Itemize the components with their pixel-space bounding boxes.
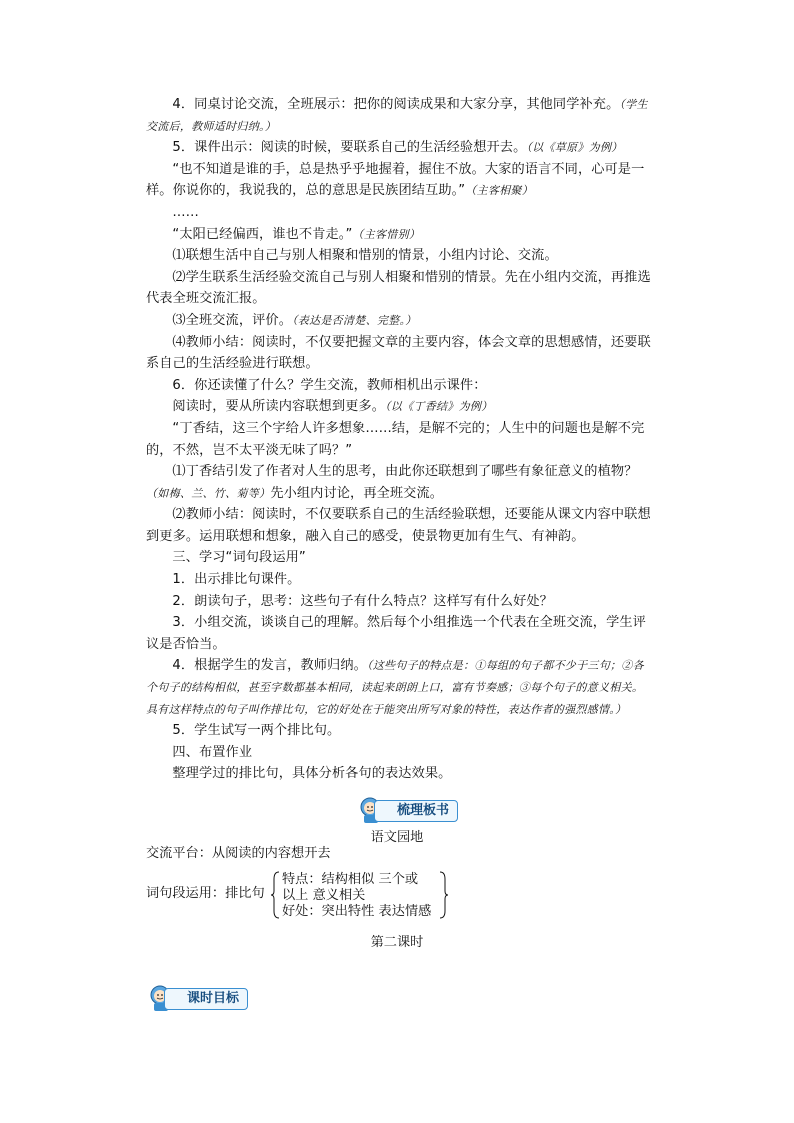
paragraph-note: （这些句子的特点是：①每组的句子都不少于三句；②各个句子的结构相似，甚至字数都基本相同，读起来朗朗上口，富有节奏感；③每个句子的意义相关。具有这样特点的句子叫作排比句，它的好处在于能突出所写对象的特性，表达作者的强烈感情。）: [146, 659, 644, 716]
paragraph-text: 5．学生试写一两个排比句。: [172, 723, 341, 739]
target-badge: [146, 983, 258, 1013]
paragraph: [146, 742, 654, 764]
paragraph: [146, 159, 654, 202]
paragraph: [146, 547, 654, 569]
paragraph-note: （表达是否清楚、完整。）: [291, 313, 417, 327]
paragraph-note: （学生交流后，教师适时归纳。）: [146, 98, 648, 133]
paragraph-note: （以《丁香结》为例）: [385, 400, 493, 414]
paragraph-text: 四、布置作业: [172, 744, 253, 760]
paragraph: [146, 720, 654, 742]
paragraph: [146, 310, 654, 332]
schema-row-1: 特点：结构相似 三个或: [282, 872, 419, 887]
paragraph-text: ⑷教师小结：阅读时，不仅要把握文章的主要内容，体会文章的思想感情，还要联系自己的生活经验进行联想。: [146, 334, 651, 372]
paragraph-text: ……: [172, 204, 199, 220]
paragraph: [146, 245, 654, 267]
paragraph: [146, 591, 654, 613]
paragraph-text: ⑵学生联系生活经验交流自己与别人相聚和惜别的情景。先在小组内交流，再推选代表全班交流汇报。: [146, 269, 651, 307]
paragraph-text: “太阳已经偏西，谁也不肯走。”: [172, 226, 353, 242]
paragraph-text: 3．小组交流，谈谈自己的理解。然后每个小组推选一个代表在全班交流，学生评议是否恰当。: [146, 615, 646, 652]
paragraph-text: ⑶全班交流，评价。: [172, 312, 292, 328]
paragraph-note: （主客相聚）: [465, 184, 534, 198]
paragraph: [146, 396, 654, 418]
paragraph-note: （主客惜别）: [352, 227, 421, 241]
paragraph-text: 4．根据学生的发言，教师归纳。: [172, 658, 367, 674]
paragraph: [146, 569, 654, 591]
paragraph-text: ⑴联想生活中自己与别人相聚和惜别的情景，小组内讨论、交流。: [172, 248, 558, 264]
paragraph-note: （以《草原》为例）: [526, 141, 623, 155]
paragraph: [146, 267, 654, 310]
paragraph-tail: 先小组内讨论，再全班交流。: [270, 485, 444, 501]
schema-items: [282, 872, 431, 920]
paragraph: [146, 332, 654, 375]
paragraph-text: 5．课件出示：阅读的时候，要联系自己的生活经验想开去。: [172, 140, 527, 156]
paragraph-text: 整理学过的排比句，具体分析各句的表达效果。: [172, 766, 452, 782]
paragraph-text: “也不知道是谁的手，总是热乎乎地握着，握住不放。大家的语言不同，心可是一样。你说你的，我说我的，总的意思是民族团结互助。”: [146, 161, 645, 199]
target-badge-label: 课时目标: [164, 988, 248, 1010]
board-title: 语文园地: [370, 830, 424, 845]
paragraph-text: ⑴丁香结引发了作者对人生的思考，由此你还联想到了哪些有象征意义的植物？: [172, 464, 638, 480]
schema-row-2: 以上 意义相关: [282, 888, 366, 903]
paragraph: [146, 461, 654, 504]
paragraph-text: 4．同桌讨论交流，全班展示：把你的阅读成果和大家分享，其他同学补充。: [172, 97, 620, 112]
board-badge: [356, 795, 466, 825]
lesson-body: [146, 94, 654, 785]
schema-prefix: 词句段运用：排比句: [146, 886, 265, 901]
paragraph-text: 阅读时，要从所读内容联想到更多。: [172, 399, 385, 415]
right-brace: [438, 871, 448, 919]
paragraph: [146, 375, 654, 397]
paragraph: [146, 224, 654, 246]
paragraph: [146, 763, 654, 785]
paragraph-text: ⑵教师小结：阅读时，不仅要联系自己的生活经验联想，还要能从课文内容中联想到更多。运用联想和想象，融入自己的感受，使景物更加有生气、有神韵。: [146, 507, 651, 544]
paragraph: [146, 202, 654, 224]
board-badge-label: 梳理板书: [374, 800, 458, 822]
paragraph-text: 三、学习“词句段运用”: [172, 550, 306, 566]
paragraph: [146, 137, 654, 159]
paragraph-note: （如梅、兰、竹、菊等）: [146, 486, 271, 500]
left-brace: [271, 871, 281, 919]
paragraph: [146, 612, 654, 655]
paragraph-text: 1．出示排比句课件。: [172, 572, 301, 588]
paragraph: [146, 655, 654, 720]
paragraph-text: 2．朗读句子，思考：这些句子有什么特点？这样写有什么好处？: [172, 593, 553, 609]
schema-row-3: 好处：突出特性 表达情感: [282, 904, 432, 919]
paragraph-text: 6．你还读懂了什么？学生交流，教师相机出示课件：: [172, 377, 487, 393]
board-line-1: 交流平台：从阅读的内容想开去: [146, 846, 331, 861]
paragraph-text: “丁香结，这三个字给人许多想象……结，是解不完的；人生中的问题也是解不完的，不然，岂不太平淡无味了吗？”: [146, 420, 645, 458]
paragraph: [146, 418, 654, 461]
paragraph: [146, 504, 654, 547]
second-lesson-heading: 第二课时: [370, 935, 424, 950]
paragraph: [146, 94, 654, 137]
